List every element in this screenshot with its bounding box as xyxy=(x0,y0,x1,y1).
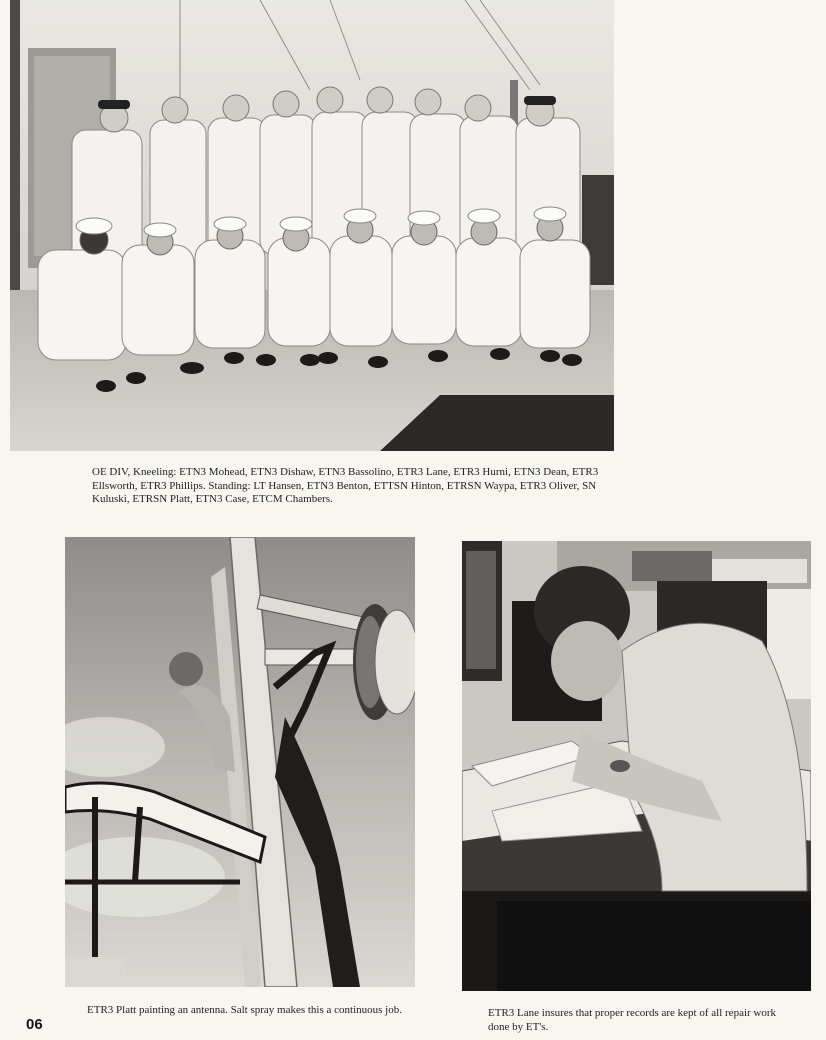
records-photo xyxy=(462,541,811,991)
group-photo-caption: OE DIV, Kneeling: ETN3 Mohead, ETN3 Dishaw, ETN3 Bassolino, ETR3 Lane, ETR3 Hurni, ETN3 Dean, ETR3 Ellsworth, ETR3 Phillips. Standing: LT Hansen, ETN3 Benton, ETTSN Hinton, ETRSN Waypa, ETR3 Oliver, SN Kuluski, ETRSN Platt, ETN3 Case, ETCM Chambers. xyxy=(92,466,599,505)
antenna-photo-image xyxy=(65,537,415,987)
records-photo-image xyxy=(462,541,811,991)
page-number: 06 xyxy=(26,1016,43,1033)
antenna-photo xyxy=(65,537,415,987)
antenna-photo-caption: ETR3 Platt painting an antenna. Salt spray makes this a continuous job. xyxy=(87,1004,402,1016)
group-photo xyxy=(10,0,614,451)
group-photo-image xyxy=(10,0,614,451)
records-photo-caption: ETR3 Lane insures that proper records are kept of all repair work done by ET's. xyxy=(488,1007,777,1033)
